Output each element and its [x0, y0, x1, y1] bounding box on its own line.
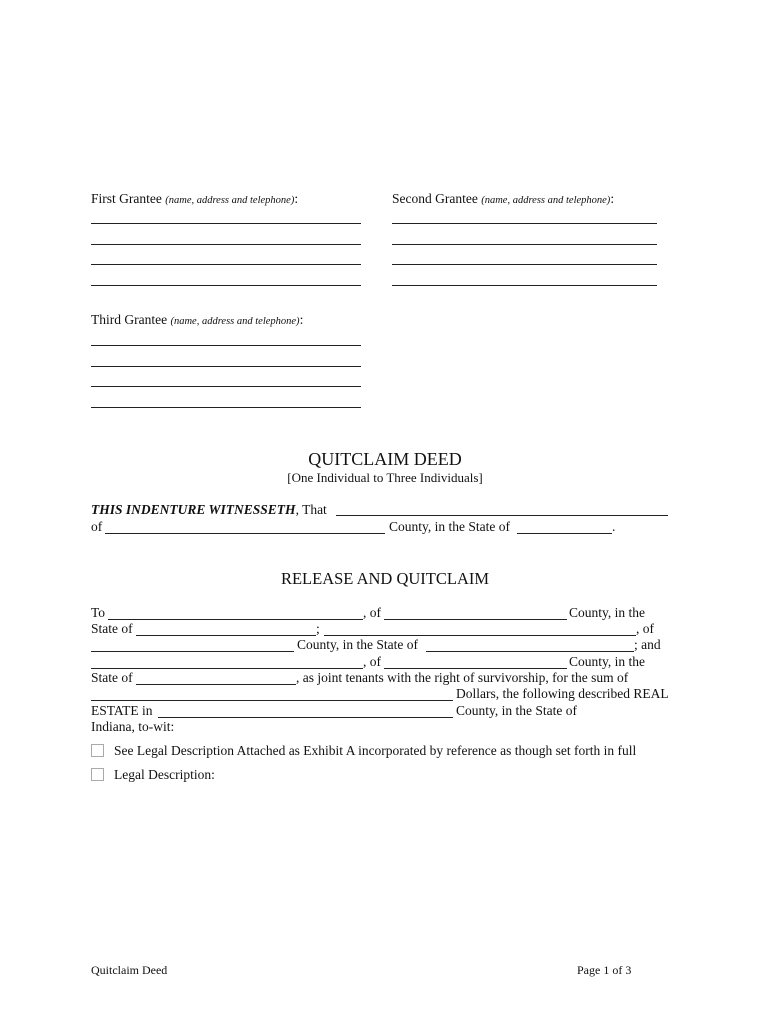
exhibit-a-checkbox[interactable] [91, 744, 104, 757]
grantee3-name-field[interactable] [91, 668, 363, 669]
grantee2-county-field[interactable] [91, 651, 294, 652]
and-text: ; and [634, 637, 661, 652]
state-text-1: State of [91, 621, 133, 636]
legal-description-label: Legal Description: [114, 767, 215, 782]
first-grantee-label: First Grantee (name, address and telephone): [91, 191, 299, 206]
second-grantee-line-1[interactable] [392, 223, 657, 224]
second-grantee-line-3[interactable] [392, 264, 657, 265]
county-state-text: County, in the State of [297, 637, 418, 652]
grantor-state-field[interactable] [517, 533, 612, 534]
consideration-amount-field[interactable] [91, 700, 453, 701]
third-grantee-line-4[interactable] [91, 407, 361, 408]
to-text: To [91, 605, 106, 620]
grantee1-state-field[interactable] [136, 635, 316, 636]
county-text-2: County, in the [569, 654, 645, 669]
grantee1-name-field[interactable] [108, 619, 363, 620]
grantee3-county-field[interactable] [384, 668, 567, 669]
third-grantee-label: Third Grantee (name, address and telephone): [91, 312, 304, 327]
grantee2-state-field[interactable] [426, 651, 634, 652]
grantee2-name-field[interactable] [324, 635, 636, 636]
document-subtitle: [One Individual to Three Individuals] [287, 470, 483, 485]
exhibit-a-label: See Legal Description Attached as Exhibit A incorporated by reference as though set forth in full [114, 743, 637, 758]
first-grantee-line-1[interactable] [91, 223, 361, 224]
grantor-county-field[interactable] [105, 533, 385, 534]
county-state-text-2: County, in the State of [456, 703, 577, 718]
property-county-field[interactable] [158, 717, 453, 718]
footer-document-name: Quitclaim Deed [91, 963, 168, 977]
semicolon-text: ; [316, 621, 320, 636]
indenture-end: . [612, 519, 616, 534]
legal-description-checkbox[interactable] [91, 768, 104, 781]
of-text-1: , of [363, 605, 381, 620]
third-grantee-line-2[interactable] [91, 366, 361, 367]
first-grantee-line-3[interactable] [91, 264, 361, 265]
joint-tenants-text: , as joint tenants with the right of survivorship, for the sum of [296, 670, 629, 685]
grantor-name-field[interactable] [336, 515, 668, 516]
county-text-1: County, in the [569, 605, 645, 620]
indenture-lead: THIS INDENTURE WITNESSETH [91, 502, 296, 517]
second-grantee-label: Second Grantee (name, address and telephone): [392, 191, 615, 206]
grantee1-county-field[interactable] [384, 619, 567, 620]
section-title: RELEASE AND QUITCLAIM [280, 569, 490, 588]
indenture-of: of [91, 519, 103, 534]
second-grantee-line-2[interactable] [392, 244, 657, 245]
indenture-line-1: THIS INDENTURE WITNESSETH, That [91, 502, 327, 517]
of-text-2: , of [636, 621, 654, 636]
document-title: QUITCLAIM DEED [308, 449, 462, 469]
estate-text: ESTATE in [91, 703, 153, 718]
second-grantee-line-4[interactable] [392, 285, 657, 286]
first-grantee-line-2[interactable] [91, 244, 361, 245]
third-grantee-line-1[interactable] [91, 345, 361, 346]
state-text-2: State of [91, 670, 133, 685]
footer-page-number: Page 1 of 3 [577, 963, 632, 977]
dollars-text: Dollars, the following described REAL [456, 686, 669, 701]
grantee3-state-field[interactable] [136, 684, 296, 685]
third-grantee-line-3[interactable] [91, 386, 361, 387]
first-grantee-line-4[interactable] [91, 285, 361, 286]
of-text-3: , of [363, 654, 381, 669]
indenture-county-text: County, in the State of [389, 519, 510, 534]
indiana-to-wit: Indiana, to-wit: [91, 719, 175, 734]
